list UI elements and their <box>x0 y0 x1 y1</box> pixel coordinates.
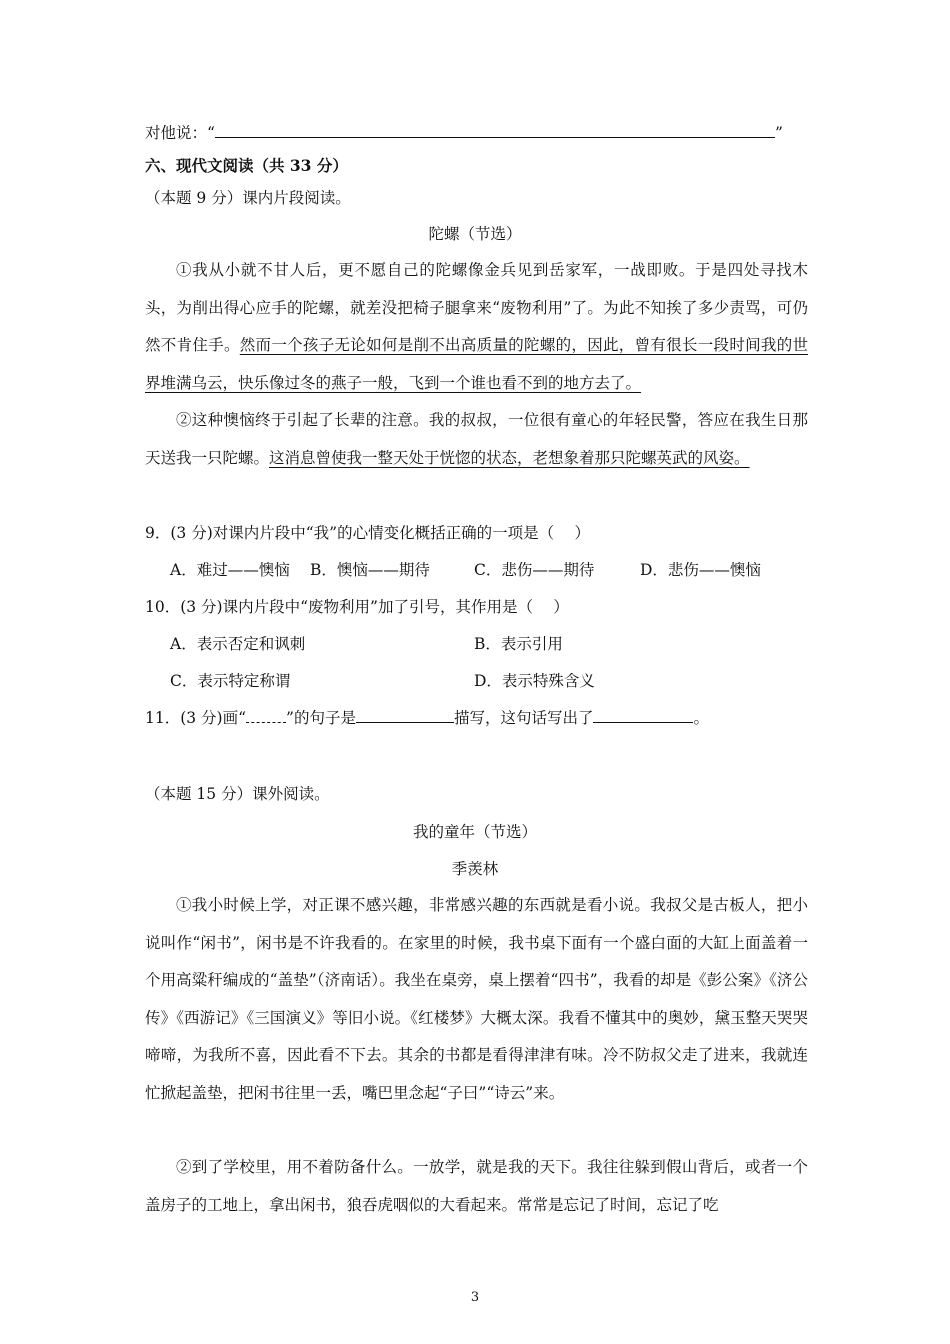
answer-line-prefix: 对他说：“ <box>145 124 215 142</box>
section-heading: 六、现代文阅读（共 33 分） <box>145 156 348 175</box>
question-10-option-b[interactable]: B．表示引用 <box>474 635 563 653</box>
question-11-blank-1[interactable] <box>356 708 454 723</box>
question-9-option-a[interactable]: A．难过——懊恼 <box>170 561 290 579</box>
passage2-intro: （本题 15 分）课外阅读。 <box>145 785 330 803</box>
answer-blank[interactable] <box>215 123 775 138</box>
question-11-prefix: 11．(3 分)画“ <box>145 709 247 727</box>
question-9-stem: 9．(3 分)对课内片段中“我”的心情变化概括正确的一项是（ ） <box>145 524 591 542</box>
question-11-mid1: ”的句子是 <box>286 709 356 727</box>
question-10-option-c[interactable]: C．表示特定称谓 <box>170 672 291 690</box>
question-11-blank-2[interactable] <box>593 708 693 723</box>
passage2-paragraph-1: ①我小时候上学，对正课不感兴趣，非常感兴趣的东西就是看小说。我叔父是古板人，把小说叫作“闲书”，闲书是不许我看的。在家里的时候，我书桌下面有一个盛白面的大缸上面盖着一个用高粱秆编成的“盖垫”（济南话）。我坐在桌旁，桌上摆着“四书”，我看的却是《彭公案》《济公传》《西游记》《三国演义》等旧小说。《红楼梦》大概太深。我看不懂其中的奥妙，黛玉整天哭哭啼啼，为我所不喜，因此看不下去。其余的书都是看得津津有味。冷不防叔父走了进来，我就连忙掀起盖垫，把闲书往里一丢，嘴巴里念起“子曰”“诗云”来。 <box>145 896 808 1102</box>
passage1-p1-underlined: 然而一个孩子无论如何是削不出高质量的陀螺的，因此，曾有很长一段时间我的世界堆满乌云，快乐像过冬的燕子一般，飞到一个谁也看不到的地方去了。 <box>145 336 808 392</box>
question-10-option-a[interactable]: A．表示否定和讽刺 <box>170 635 306 653</box>
passage1-p2-underlined: 这消息曾使我一整天处于恍惚的状态，老想象着那只陀螺英武的风姿。 <box>269 448 750 467</box>
passage1-p2-text: ②这种懊恼终于引起了长辈的注意。我的叔叔，一位很有童心的年轻民警，答应在我生日那天送我一只陀螺。 <box>145 411 808 467</box>
passage1-paragraph-2 <box>145 402 808 477</box>
passage2-paragraph-2: ②到了学校里，用不着防备什么。一放学，就是我的天下。我往往躲到假山背后，或者一个盖房子的工地上，拿出闲书，狼吞虎咽似的大看起来。常常是忘记了时间，忘记了吃 <box>145 1158 808 1214</box>
page-number: 3 <box>470 1290 480 1305</box>
passage1-intro: （本题 9 分）课内片段阅读。 <box>145 189 351 207</box>
passage2-author: 季羡林 <box>451 860 499 878</box>
question-9-option-b[interactable]: B．懊恼——期待 <box>310 561 430 579</box>
question-10-option-d[interactable]: D．表示特殊含义 <box>474 672 595 690</box>
question-10-stem: 10．(3 分)课内片段中“废物利用”加了引号，其作用是（ ） <box>145 598 569 616</box>
question-11-mid2: 描写，这句话写出了 <box>453 709 594 727</box>
question-9-option-c[interactable]: C．悲伤——期待 <box>474 561 595 579</box>
underline-sample <box>246 710 286 723</box>
question-11-row <box>145 708 709 728</box>
passage2-title: 我的童年（节选） <box>412 823 537 841</box>
question-9-option-d[interactable]: D．悲伤——懊恼 <box>640 561 761 579</box>
answer-line-suffix: ” <box>774 124 783 142</box>
passage1-p1-text: ①我从小就不甘人后，更不愿自己的陀螺像金兵见到岳家军，一战即败。于是四处寻找木头，为削出得心应手的陀螺，就差没把椅子腿拿来“废物利用”了。为此不知挨了多少责骂，可仍然不肯住手。 <box>145 261 808 354</box>
passage1-paragraph-1 <box>145 252 808 402</box>
answer-line-row <box>145 123 783 143</box>
question-11-end: 。 <box>693 709 709 727</box>
passage1-title: 陀螺（节选） <box>428 225 522 243</box>
